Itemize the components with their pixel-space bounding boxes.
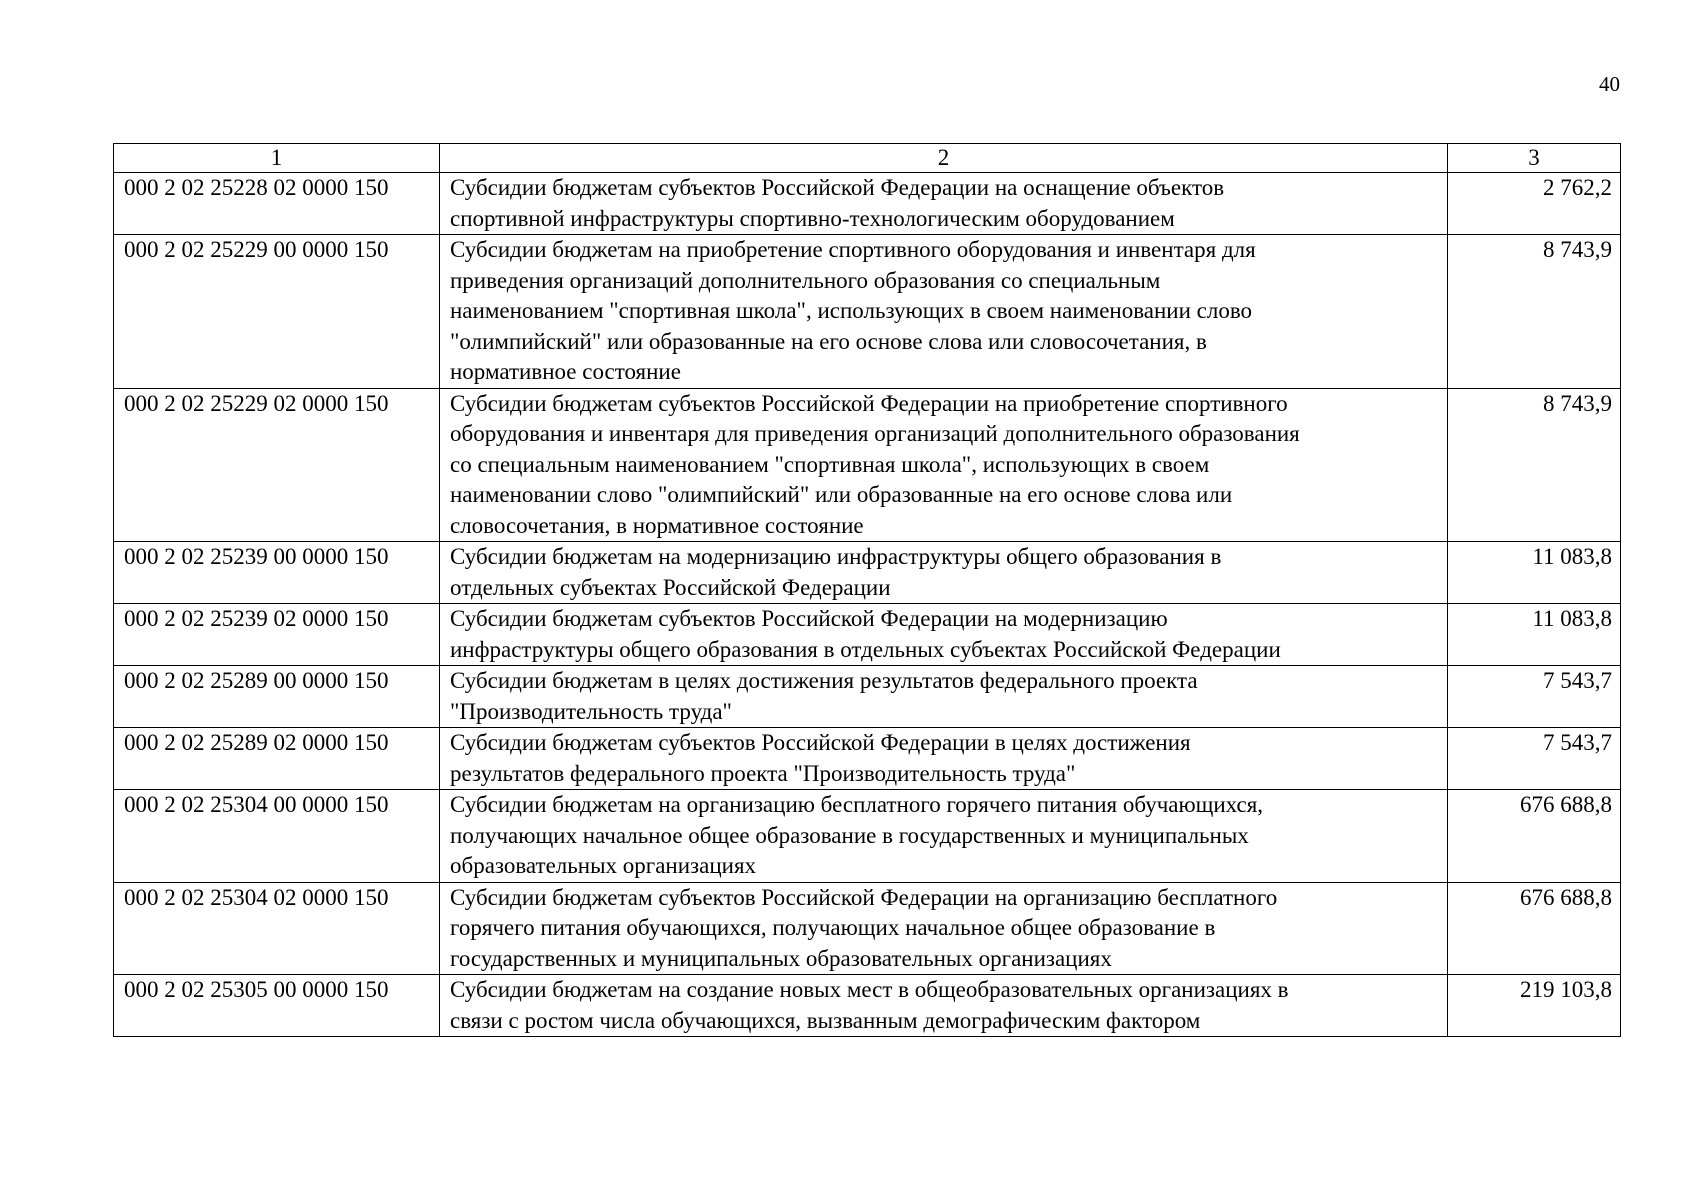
description-line: "олимпийский" или образованные на его основе слова или словосочетания, в	[450, 328, 1207, 354]
budget-amount: 2 762,2	[1448, 173, 1621, 235]
description-line: Субсидии бюджетам на организацию бесплатного горячего питания обучающихся,	[450, 792, 1264, 817]
budget-description	[440, 542, 1448, 604]
description-line: приведения организаций дополнительного образования со специальным	[450, 267, 1161, 293]
budget-amount: 8 743,9	[1448, 388, 1621, 542]
budget-code: 000 2 02 25229 00 0000 150	[114, 235, 440, 389]
table-row	[114, 542, 1621, 604]
budget-amount: 676 688,8	[1448, 882, 1621, 975]
table-row	[114, 728, 1621, 790]
budget-code: 000 2 02 25289 00 0000 150	[114, 666, 440, 728]
description-line: Субсидии бюджетам субъектов Российской Федерации на приобретение спортивного	[450, 390, 1288, 416]
budget-code: 000 2 02 25289 02 0000 150	[114, 728, 440, 790]
description-line: со специальным наименованием "спортивная школа", использующих в своем	[450, 451, 1210, 477]
budget-description	[440, 173, 1448, 235]
description-line: Субсидии бюджетам в целях достижения результатов федерального проекта	[450, 668, 1198, 693]
budget-amount: 11 083,8	[1448, 604, 1621, 666]
description-line: получающих начальное общее образование в государственных и муниципальных	[450, 822, 1249, 848]
budget-description	[440, 388, 1448, 542]
header-col-1: 1	[114, 144, 440, 173]
page-number: 40	[1599, 72, 1620, 96]
table-header	[114, 144, 1621, 173]
budget-description	[440, 728, 1448, 790]
budget-description	[440, 604, 1448, 666]
description-line: связи с ростом числа обучающихся, вызванным демографическим фактором	[450, 1007, 1201, 1033]
table-body	[114, 173, 1621, 1037]
budget-table	[113, 143, 1621, 1037]
budget-amount: 7 543,7	[1448, 728, 1621, 790]
budget-amount: 11 083,8	[1448, 542, 1621, 604]
budget-description	[440, 975, 1448, 1037]
budget-code: 000 2 02 25228 02 0000 150	[114, 173, 440, 235]
header-col-3: 3	[1448, 144, 1621, 173]
table-row	[114, 882, 1621, 975]
description-line: Субсидии бюджетам на создание новых мест в общеобразовательных организациях в	[450, 977, 1289, 1002]
budget-code: 000 2 02 25229 02 0000 150	[114, 388, 440, 542]
budget-description	[440, 666, 1448, 728]
description-line: нормативное состояние	[450, 359, 681, 384]
description-line: Субсидии бюджетам на модернизацию инфраструктуры общего образования в	[450, 544, 1222, 569]
budget-amount: 8 743,9	[1448, 235, 1621, 389]
budget-amount: 7 543,7	[1448, 666, 1621, 728]
description-line: спортивной инфраструктуры спортивно-технологическим оборудованием	[450, 205, 1175, 231]
budget-description	[440, 790, 1448, 883]
budget-code: 000 2 02 25304 00 0000 150	[114, 790, 440, 883]
table-row	[114, 235, 1621, 389]
description-line: отдельных субъектах Российской Федерации	[450, 574, 891, 600]
table-row	[114, 388, 1621, 542]
description-line: государственных и муниципальных образовательных организациях	[450, 945, 1112, 971]
description-line: Субсидии бюджетам субъектов Российской Федерации на организацию бесплатного	[450, 884, 1278, 910]
table-row	[114, 604, 1621, 666]
description-line: Субсидии бюджетам субъектов Российской Федерации на модернизацию	[450, 606, 1168, 631]
header-col-2: 2	[440, 144, 1448, 173]
table-row	[114, 173, 1621, 235]
description-line: оборудования и инвентаря для приведения организаций дополнительного образования	[450, 421, 1300, 446]
budget-code: 000 2 02 25305 00 0000 150	[114, 975, 440, 1037]
description-line: Субсидии бюджетам на приобретение спортивного оборудования и инвентаря для	[450, 237, 1256, 262]
description-line: Субсидии бюджетам субъектов Российской Федерации на оснащение объектов	[450, 175, 1225, 200]
table-row	[114, 666, 1621, 728]
budget-code: 000 2 02 25239 02 0000 150	[114, 604, 440, 666]
description-line: горячего питания обучающихся, получающих начальное общее образование в	[450, 915, 1216, 940]
description-line: результатов федерального проекта "Производительность труда"	[450, 760, 1076, 786]
budget-code: 000 2 02 25304 02 0000 150	[114, 882, 440, 975]
budget-amount: 219 103,8	[1448, 975, 1621, 1037]
description-line: наименованием "спортивная школа", использующих в своем наименовании слово	[450, 298, 1253, 323]
table-row	[114, 975, 1621, 1037]
budget-code: 000 2 02 25239 00 0000 150	[114, 542, 440, 604]
description-line: наименовании слово "олимпийский" или образованные на его основе слова или	[450, 482, 1233, 507]
description-line: словосочетания, в нормативное состояние	[450, 512, 864, 538]
description-line: инфраструктуры общего образования в отдельных субъектах Российской Федерации	[450, 636, 1281, 662]
table-row	[114, 790, 1621, 883]
budget-amount: 676 688,8	[1448, 790, 1621, 883]
header-row	[114, 144, 1621, 173]
description-line: образовательных организациях	[450, 853, 757, 878]
description-line: Субсидии бюджетам субъектов Российской Федерации в целях достижения	[450, 730, 1191, 755]
budget-description	[440, 882, 1448, 975]
description-line: "Производительность труда"	[450, 698, 732, 724]
budget-description	[440, 235, 1448, 389]
